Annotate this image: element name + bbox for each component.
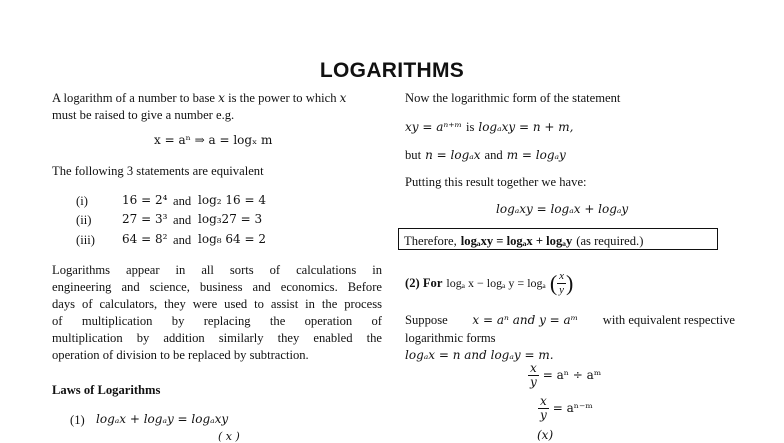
statement-power-2: 27 = 3³ <box>122 212 168 226</box>
box-equation: logₐxy = logₐx + logₐy <box>460 234 573 248</box>
exponent-statement <box>405 118 573 136</box>
intro-var-x2: x <box>339 91 347 105</box>
exponent-is: is <box>465 120 475 134</box>
result-equation: logₐxy = logₐx + logₐy <box>496 202 629 216</box>
div2-num: x <box>540 394 547 408</box>
statement-log-3: log₈ 64 = 2 <box>198 232 266 246</box>
example-equation: x = aⁿ ⇒ a = logₓ m <box>154 133 273 147</box>
log-sum-eq: logₐxy = n + m, <box>478 120 574 134</box>
but-eq-n: n = logₐx <box>425 148 481 162</box>
paragraph-line-1: Logarithms appear in all sorts of calculations in <box>52 263 382 277</box>
equivalent-heading: The following 3 statements are equivalent <box>52 164 264 178</box>
suppose-text: Suppose <box>405 313 448 327</box>
page-title: LOGARITHMS <box>319 59 465 82</box>
paragraph-line-6: operation of division to be replaced by subtraction. <box>52 348 309 362</box>
but-line <box>405 146 566 164</box>
logarithmic-forms-line: logarithmic forms <box>405 331 496 345</box>
but-eq-m: m = logₐy <box>506 148 566 162</box>
div1-den: y <box>530 375 537 389</box>
statement-power-3: 64 = 8² <box>122 232 168 246</box>
law2-partial-fraction: ( x ) <box>218 430 240 443</box>
putting-line: Putting this result together we have: <box>405 175 587 189</box>
but-text: but <box>405 148 422 162</box>
statement-num-3: (iii) <box>76 233 95 247</box>
now-line: Now the logarithmic form of the statement <box>405 91 621 105</box>
law2-label: (2) For <box>405 276 443 291</box>
suppose-eq: x = aⁿ and y = aᵐ <box>472 313 579 327</box>
statement-num-2: (ii) <box>76 213 92 227</box>
suppose-text-b: with equivalent respective <box>602 313 735 327</box>
division-step-1 <box>528 362 601 389</box>
div2-fraction <box>538 395 549 422</box>
paragraph-line-5: multiplication by addition similarly they enabled the <box>52 331 382 345</box>
law2-paren-open: ( <box>549 270 558 296</box>
div1-rhs: = aⁿ ÷ aᵐ <box>542 368 602 383</box>
intro-text-a: A logarithm of a number to base <box>52 91 215 105</box>
exponent-eq: xy = aⁿ⁺ᵐ <box>405 120 462 134</box>
statement-and-3: and <box>173 233 192 247</box>
paragraph-line-4: of multiplication by replacing the operation of <box>52 314 382 328</box>
intro-var-x: x <box>218 91 225 105</box>
law2-frac-den: y <box>559 284 565 296</box>
division-step-3-partial: (x) <box>537 428 554 442</box>
div2-den: y <box>540 408 547 422</box>
law1-number: (1) <box>70 413 85 427</box>
law2-paren-close: ) <box>566 270 574 296</box>
statement-and-1: and <box>173 194 192 208</box>
statement-power-1: 16 = 2⁴ <box>122 193 168 207</box>
div1-fraction <box>528 362 539 389</box>
division-step-2 <box>538 395 593 422</box>
box-suffix: (as required.) <box>576 234 644 248</box>
result-box-content <box>404 232 643 250</box>
law1-equation: logₐx + logₐy = logₐxy <box>96 412 229 426</box>
div1-num: x <box>530 361 537 375</box>
suppose-line <box>405 313 735 328</box>
forms-equation: logₐx = n and logₐy = m. <box>405 348 554 362</box>
laws-heading: Laws of Logarithms <box>52 383 161 397</box>
law2-line <box>405 270 573 297</box>
box-prefix: Therefore, <box>404 234 457 248</box>
paragraph-line-3: days of calculators, they were used to assist in the process <box>52 297 382 311</box>
law2-frac-num: x <box>559 270 565 282</box>
div2-rhs: = aⁿ⁻ᵐ <box>552 401 593 416</box>
intro-line-1 <box>52 91 346 106</box>
statement-and-2: and <box>173 213 192 227</box>
law2-equation: logₐ x − logₐ y = logₐ <box>446 276 546 291</box>
intro-text-b: is the power to which <box>228 91 337 105</box>
law2-fraction <box>557 270 566 297</box>
statement-num-1: (i) <box>76 194 88 208</box>
paragraph-line-2: engineering and science, business and economics. Before <box>52 280 382 294</box>
statement-log-2: log₃27 = 3 <box>198 212 263 226</box>
intro-line-2: must be raised to give a number e.g. <box>52 108 235 122</box>
but-and: and <box>484 148 503 162</box>
statement-log-1: log₂ 16 = 4 <box>198 193 266 207</box>
